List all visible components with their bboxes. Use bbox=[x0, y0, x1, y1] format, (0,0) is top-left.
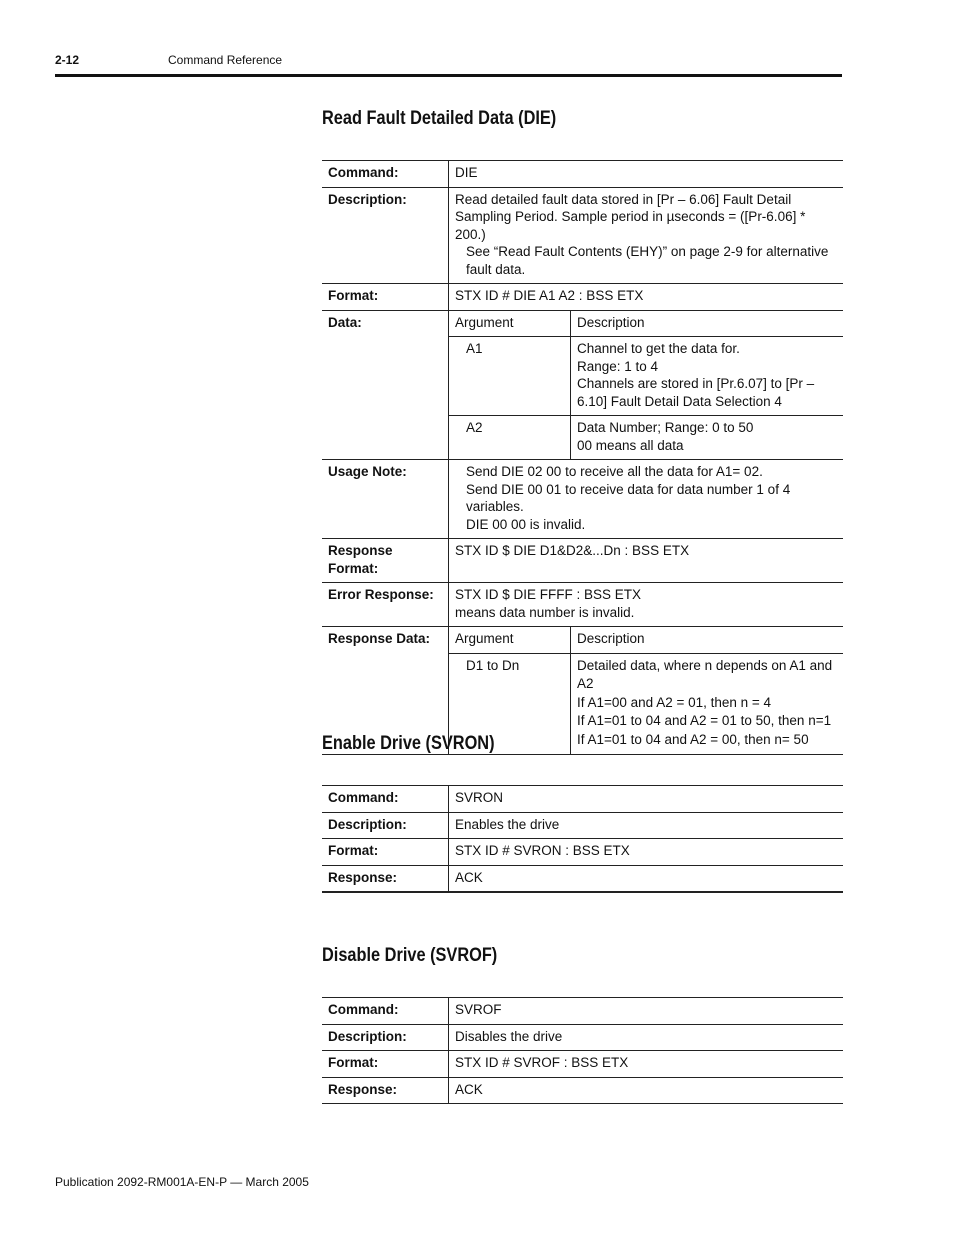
table-row bbox=[322, 786, 843, 813]
command-label: Command: bbox=[322, 998, 449, 1025]
table-row bbox=[322, 998, 843, 1025]
error-response-label: Error Response: bbox=[322, 583, 449, 627]
response-label: Response: bbox=[322, 865, 449, 892]
error-response-value bbox=[449, 583, 844, 627]
table-row bbox=[322, 865, 843, 892]
table-row bbox=[322, 583, 843, 627]
table-row bbox=[322, 187, 843, 284]
table-row bbox=[322, 627, 843, 654]
format-label: Format: bbox=[322, 839, 449, 866]
error-line: means data number is invalid. bbox=[455, 604, 635, 620]
command-label: Command: bbox=[322, 786, 449, 813]
argument-a2: A2 bbox=[449, 416, 571, 460]
format-label: Format: bbox=[322, 284, 449, 311]
usage-note-label: Usage Note: bbox=[322, 460, 449, 539]
d1-desc-line: Detailed data, where n depends on A1 and A2 bbox=[577, 657, 833, 691]
table-row bbox=[322, 460, 843, 539]
table-row bbox=[322, 539, 843, 583]
running-header: Command Reference bbox=[168, 53, 283, 67]
table-row bbox=[322, 812, 843, 839]
table-row bbox=[322, 310, 843, 337]
table-row bbox=[322, 1051, 843, 1078]
command-value: SVRON bbox=[449, 786, 844, 813]
d1-desc-line: If A1=01 to 04 and A2 = 00, then n= 50 bbox=[577, 731, 809, 747]
response-data-label: Response Data: bbox=[322, 627, 449, 755]
a2-desc-line: 00 means all data bbox=[577, 437, 684, 453]
format-value: STX ID # SVRON : BSS ETX bbox=[449, 839, 844, 866]
data-label: Data: bbox=[322, 310, 449, 460]
table-row bbox=[322, 1024, 843, 1051]
usage-line: Send DIE 00 01 to receive data for data number 1 of 4 variables. bbox=[466, 481, 791, 514]
d1-desc-line: If A1=01 to 04 and A2 = 01 to 50, then n=1 bbox=[577, 713, 832, 728]
usage-line: DIE 00 00 is invalid. bbox=[466, 516, 586, 532]
description-label: Description: bbox=[322, 812, 449, 839]
die-section-title: Read Fault Detailed Data (DIE) bbox=[322, 108, 557, 129]
response-format-value: STX ID $ DIE D1&D2&...Dn : BSS ETX bbox=[449, 539, 844, 583]
svrof-command-table bbox=[322, 997, 843, 1104]
table-row bbox=[322, 161, 843, 188]
a1-desc-line: Channels are stored in [Pr.6.07] to [Pr – 6.10] Fault Detail Data Selection 4 bbox=[577, 376, 815, 409]
header-rule bbox=[55, 74, 842, 77]
d1-desc-line: If A1=00 and A2 = 01, then n = 4 bbox=[577, 694, 772, 710]
a1-desc-line: Channel to get the data for. bbox=[577, 341, 740, 356]
format-label: Format: bbox=[322, 1051, 449, 1078]
argument-header: Argument bbox=[449, 310, 571, 337]
argument-a2-description bbox=[571, 416, 844, 460]
description-value: Enables the drive bbox=[449, 812, 844, 839]
description-header: Description bbox=[571, 310, 844, 337]
format-value: STX ID # SVROF : BSS ETX bbox=[449, 1051, 844, 1078]
response-value: ACK bbox=[449, 865, 844, 892]
description-header: Description bbox=[571, 627, 844, 654]
description-value bbox=[449, 187, 844, 284]
response-label: Response: bbox=[322, 1077, 449, 1104]
error-line: STX ID $ DIE FFFF : BSS ETX bbox=[455, 587, 642, 602]
svron-command-table bbox=[322, 785, 843, 893]
description-value: Disables the drive bbox=[449, 1024, 844, 1051]
a1-desc-line: Range: 1 to 4 bbox=[577, 358, 659, 374]
table-row bbox=[322, 1077, 843, 1104]
page-number: 2-12 bbox=[55, 53, 80, 67]
description-note: See “Read Fault Contents (EHY)” on page 2-9 for alternative fault data. bbox=[466, 244, 829, 277]
argument-d1-description bbox=[571, 653, 844, 755]
command-value: SVROF bbox=[449, 998, 844, 1025]
usage-line: Send DIE 02 00 to receive all the data for A1= 02. bbox=[466, 464, 763, 479]
format-value: STX ID # DIE A1 A2 : BSS ETX bbox=[449, 284, 844, 311]
command-label: Command: bbox=[322, 161, 449, 188]
table-row bbox=[322, 839, 843, 866]
die-command-table bbox=[322, 160, 843, 755]
description-text: Read detailed fault data stored in [Pr – 6.06] Fault Detail Sampling Period. Sample period in µseconds = ([Pr-6.06] * 200.) bbox=[455, 191, 806, 242]
argument-a1: A1 bbox=[449, 337, 571, 416]
description-label: Description: bbox=[322, 187, 449, 284]
argument-d1: D1 to Dn bbox=[449, 653, 571, 755]
description-label: Description: bbox=[322, 1024, 449, 1051]
svrof-section-title: Disable Drive (SVROF) bbox=[322, 945, 498, 966]
command-value: DIE bbox=[449, 161, 844, 188]
usage-note-value bbox=[449, 460, 844, 539]
a2-desc-line: Data Number; Range: 0 to 50 bbox=[577, 420, 754, 435]
response-format-label: Response Format: bbox=[322, 539, 449, 583]
publication-footer: Publication 2092-RM001A-EN-P — March 2005 bbox=[55, 1175, 309, 1189]
response-value: ACK bbox=[449, 1077, 844, 1104]
table-row bbox=[322, 284, 843, 311]
argument-header: Argument bbox=[449, 627, 571, 654]
argument-a1-description bbox=[571, 337, 844, 416]
svron-section-title: Enable Drive (SVRON) bbox=[322, 733, 495, 754]
